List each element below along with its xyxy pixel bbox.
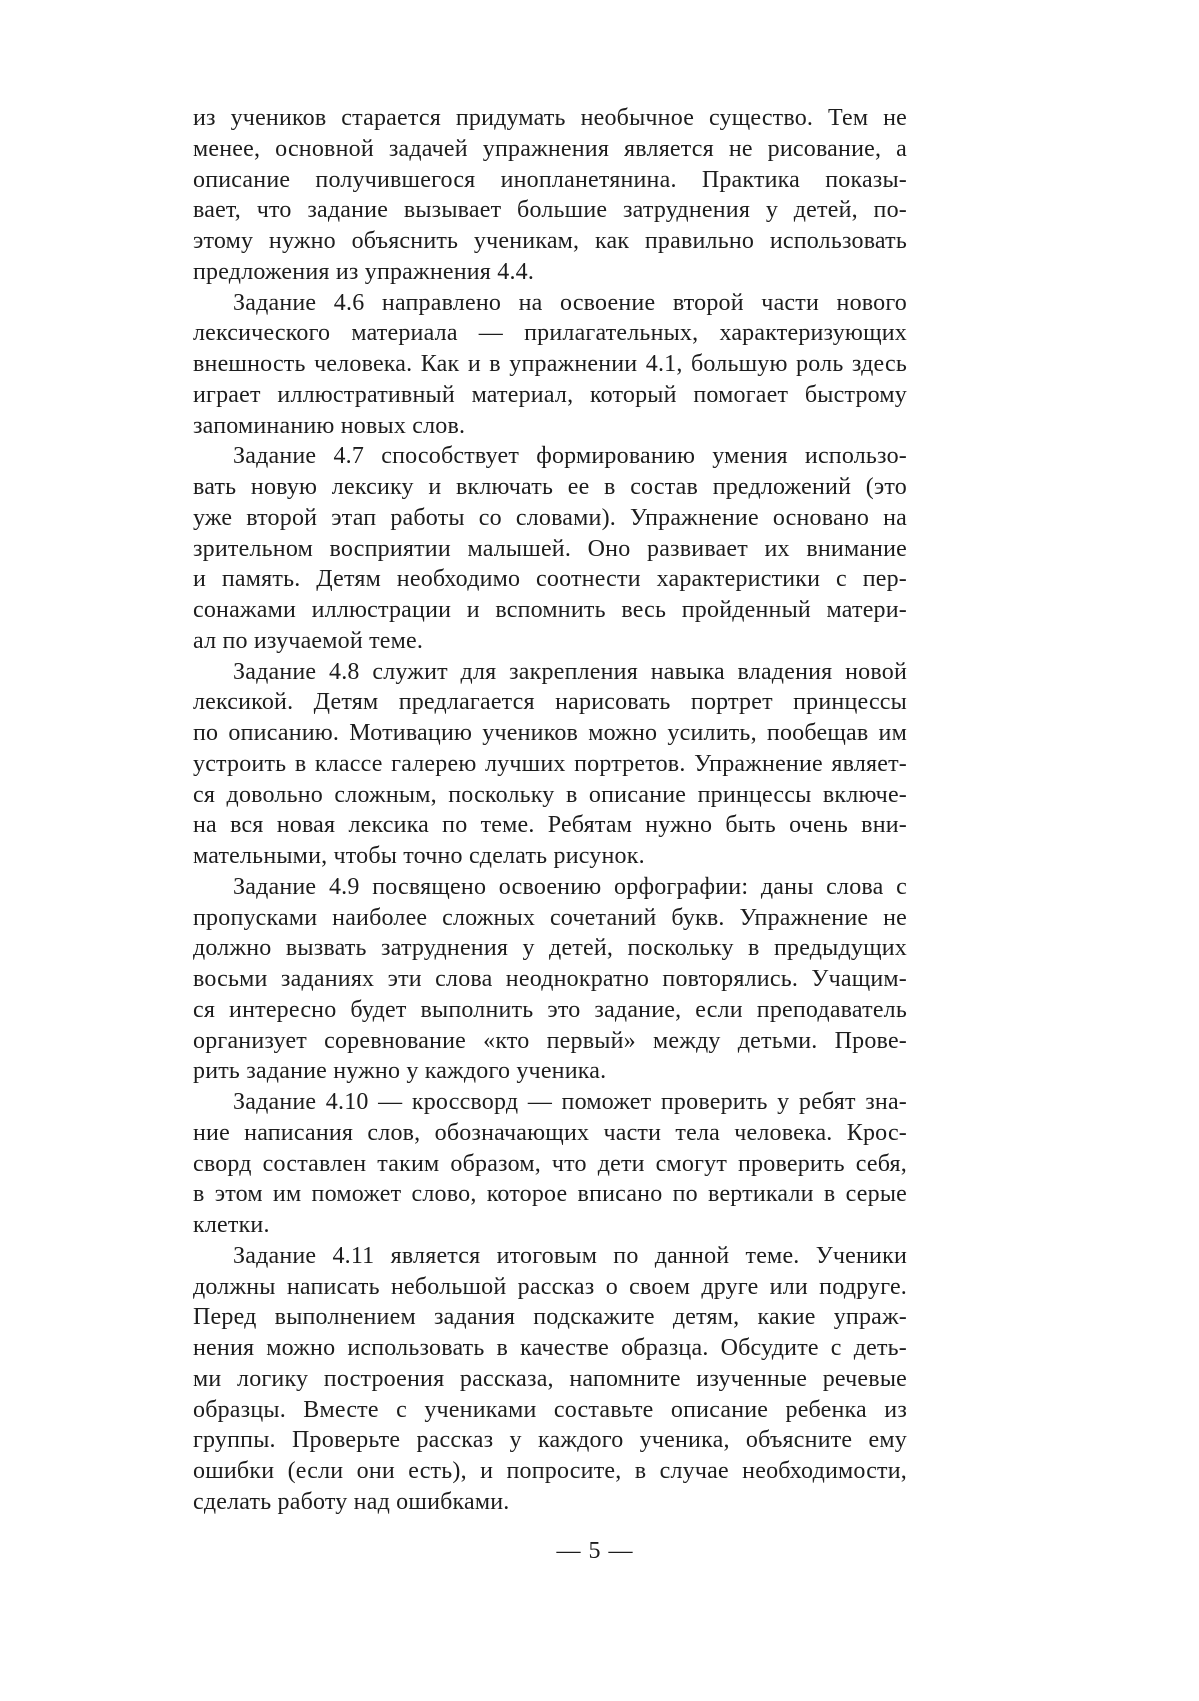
text-line: по описанию. Мотивацию учеников можно усилить, пообещав им	[193, 720, 907, 746]
text-line: уже второй этап работы со словами). Упражнение основано на	[193, 504, 907, 531]
text-line: менее, основной задачей упражнения является не рисование, а	[193, 135, 907, 162]
text-line: группы. Проверьте рассказ у каждого ученика, объясните ему	[193, 1427, 907, 1454]
text-line: внешность человека. Как и в упражнении 4.1, большую роль здесь	[193, 351, 907, 377]
text-line: ся интересно будет выполнить это задание, если преподаватель	[193, 996, 907, 1023]
text-line: нения можно использовать в качестве образца. Обсудите с деть-	[193, 1335, 907, 1361]
text-block	[193, 103, 907, 1518]
text-line: должно вызвать затруднения у детей, поскольку в предыдущих	[193, 935, 907, 962]
text-line: Перед выполнением задания подскажите детям, какие упраж-	[193, 1304, 907, 1331]
text-line: сделать работу над ошибками.	[193, 1488, 510, 1515]
text-line: описание получившегося инопланетянина. Практика показы-	[193, 166, 907, 193]
text-line: ся довольно сложным, поскольку в описание принцессы включе-	[193, 781, 907, 808]
text-line: устроить в классе галерею лучших портретов. Упражнение являет-	[193, 750, 907, 777]
text-line: Задание 4.7 способствует формированию умения использо-	[233, 443, 907, 470]
text-line: образцы. Вместе с учениками составьте описание ребенка из	[193, 1396, 907, 1423]
text-line: вает, что задание вызывает большие затруднения у детей, по-	[193, 197, 907, 224]
text-line: этому нужно объяснить ученикам, как правильно использовать	[193, 228, 907, 254]
paragraph	[193, 103, 907, 288]
paragraph	[193, 441, 907, 656]
text-line: ми логику построения рассказа, напомните изученные речевые	[193, 1365, 907, 1392]
text-line: сонажами иллюстрации и вспомнить весь пройденный матери-	[193, 597, 907, 623]
text-line: Задание 4.11 является итоговым по данной теме. Ученики	[233, 1242, 907, 1269]
text-line: ошибки (если они есть), и попросите, в случае необходимости,	[193, 1458, 907, 1484]
text-line: сворд составлен таким образом, что дети смогут проверить себя,	[193, 1150, 907, 1177]
text-line: предложения из упражнения 4.4.	[193, 258, 535, 285]
text-line: ал по изучаемой теме.	[193, 627, 424, 654]
text-line: должны написать небольшой рассказ о своем друге или подруге.	[193, 1273, 907, 1300]
text-line: ние написания слов, обозначающих части тела человека. Крос-	[193, 1119, 907, 1146]
paragraph	[193, 872, 907, 1087]
text-line: в этом им поможет слово, которое вписано по вертикали в серые	[193, 1181, 907, 1208]
text-line: организует соревнование «кто первый» между детьми. Прове-	[193, 1027, 907, 1054]
text-line: вать новую лексику и включать ее в состав предложений (это	[193, 474, 907, 500]
text-line: на вся новая лексика по теме. Ребятам нужно быть очень вни-	[193, 812, 907, 839]
text-line: запоминанию новых слов.	[193, 412, 466, 439]
text-line: лексикой. Детям предлагается нарисовать портрет принцессы	[193, 689, 907, 716]
text-line: рить задание нужно у каждого ученика.	[193, 1058, 607, 1085]
text-line: мательными, чтобы точно сделать рисунок.	[193, 843, 645, 869]
text-line: Задание 4.9 посвящено освоению орфографии: даны слова с	[233, 873, 907, 900]
text-line: лексического материала — прилагательных, характеризующих	[193, 320, 907, 347]
page-number: — 5 —	[556, 1538, 634, 1564]
text-line: играет иллюстративный материал, который помогает быстрому	[193, 381, 907, 408]
paragraph	[193, 1241, 907, 1518]
text-line: клетки.	[193, 1212, 270, 1238]
text-line: зрительном восприятии малышей. Оно развивает их внимание	[193, 535, 907, 562]
text-line: и память. Детям необходимо соотнести характеристики с пер-	[193, 566, 907, 593]
paragraph	[193, 657, 907, 872]
text-line: из учеников старается придумать необычное существо. Тем не	[193, 105, 907, 131]
paragraph	[193, 288, 907, 442]
text-line: Задание 4.6 направлено на освоение второй части нового	[233, 289, 907, 316]
paragraph	[193, 1087, 907, 1241]
text-line: восьми заданиях эти слова неоднократно повторялись. Учащим-	[193, 966, 907, 992]
text-line: Задание 4.8 служит для закрепления навыка владения новой	[233, 658, 907, 685]
text-line: пропусками наиболее сложных сочетаний букв. Упражнение не	[193, 904, 907, 931]
text-line: Задание 4.10 — кроссворд — поможет проверить у ребят зна-	[233, 1089, 907, 1115]
